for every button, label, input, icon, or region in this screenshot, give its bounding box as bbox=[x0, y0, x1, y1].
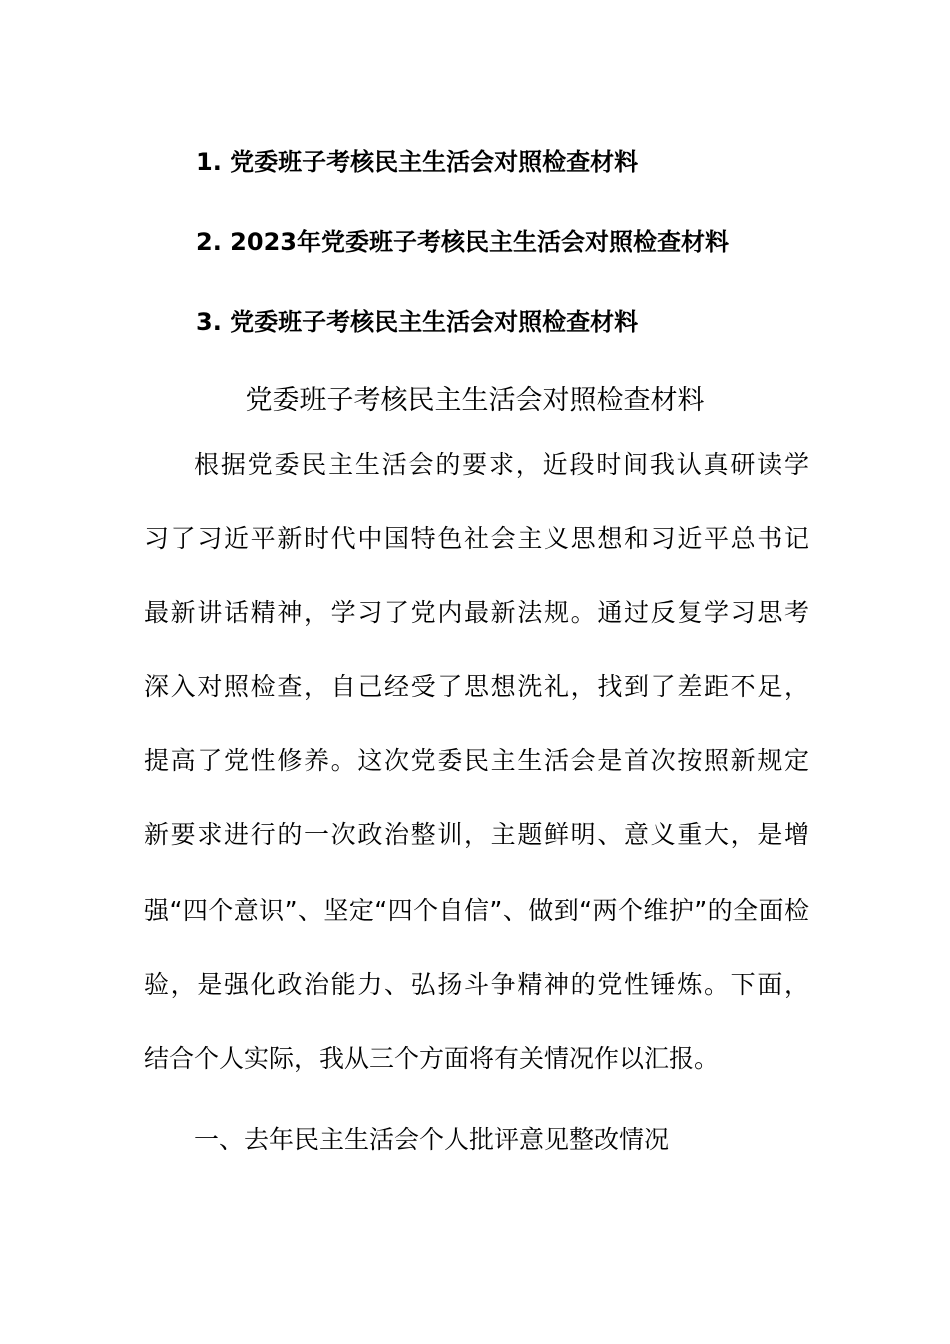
toc-item-1: 1. 党委班子考核民主生活会对照检查材料 bbox=[196, 148, 639, 176]
paragraph-line-9: 结合个人实际，我从三个方面将有关情况作以汇报。 bbox=[144, 1044, 720, 1073]
paragraph-line-6: 新要求进行的一次政治整训，主题鲜明、意义重大，是增 bbox=[144, 820, 809, 849]
section-heading: 一、去年民主生活会个人批评意见整改情况 bbox=[194, 1125, 670, 1154]
document-title: 党委班子考核民主生活会对照检查材料 bbox=[245, 385, 705, 416]
paragraph-line-5: 提高了党性修养。这次党委民主生活会是首次按照新规定 bbox=[144, 746, 809, 775]
toc-item-2: 2. 2023年党委班子考核民主生活会对照检查材料 bbox=[196, 228, 729, 256]
paragraph-line-3: 最新讲话精神，学习了党内最新法规。通过反复学习思考 bbox=[144, 598, 809, 627]
paragraph-line-7: 强“四个意识”、坚定“四个自信”、做到“两个维护”的全面检 bbox=[144, 896, 809, 925]
paragraph-line-8: 验，是强化政治能力、弘扬斗争精神的党性锤炼。下面， bbox=[144, 970, 809, 999]
toc-item-3: 3. 党委班子考核民主生活会对照检查材料 bbox=[196, 308, 639, 336]
paragraph-line-2: 习了习近平新时代中国特色社会主义思想和习近平总书记 bbox=[144, 524, 809, 553]
paragraph-line-4: 深入对照检查，自己经受了思想洗礼，找到了差距不足， bbox=[144, 672, 809, 701]
paragraph-line-1: 根据党委民主生活会的要求，近段时间我认真研读学 bbox=[194, 450, 809, 479]
